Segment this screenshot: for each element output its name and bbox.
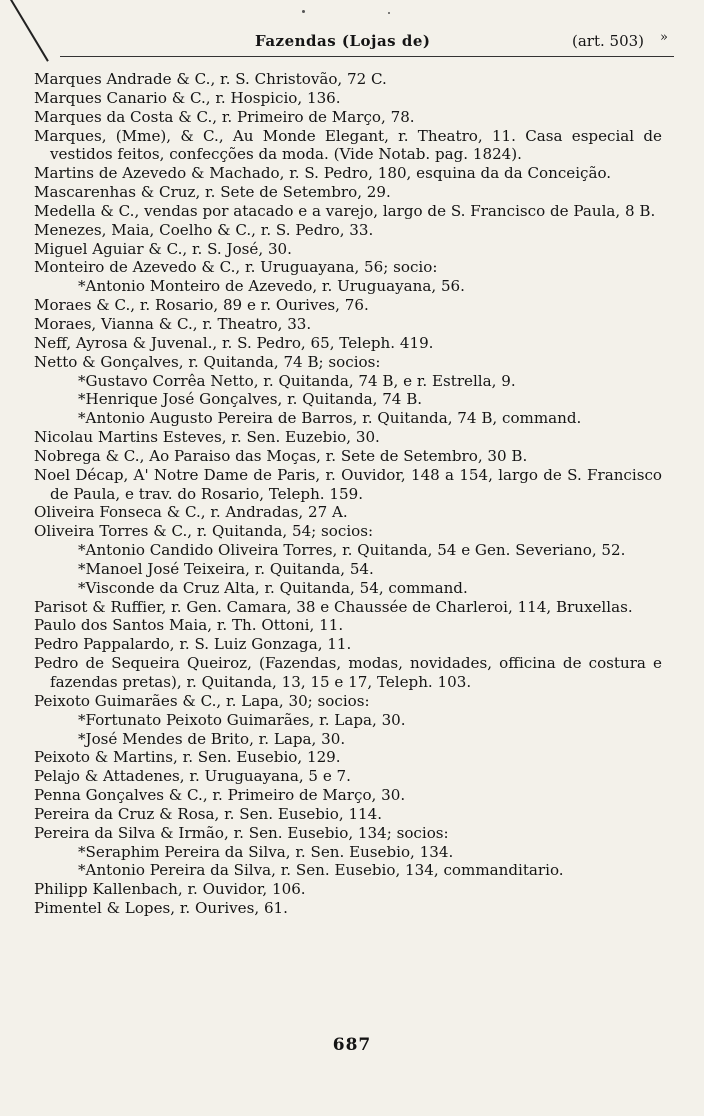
firm-entry: Netto & Gonçalves, r. Quitanda, 74 B; socios: xyxy=(34,352,381,371)
continuation-mark: » xyxy=(660,30,668,45)
firm-entry: Philipp Kallenbach, r. Ouvidor, 106. xyxy=(34,880,306,899)
ink-speck xyxy=(388,12,390,14)
firm-entry: Monteiro de Azevedo & C., r. Uruguayana, 56; socio: xyxy=(34,258,438,277)
partner-entry: *Fortunato Peixoto Guimarães, r. Lapa, 30. xyxy=(78,710,406,729)
firm-entry: Pimentel & Lopes, r. Ourives, 61. xyxy=(34,899,288,918)
firm-entry: Peixoto & Martins, r. Sen. Eusebio, 129. xyxy=(34,748,341,767)
firm-entry: Nicolau Martins Esteves, r. Sen. Euzebio, 30. xyxy=(34,428,380,447)
partner-entry: *Antonio Pereira da Silva, r. Sen. Eusebio, 134, commanditario. xyxy=(78,861,564,880)
article-reference: (art. 503) xyxy=(572,32,645,50)
firm-entry: Nobrega & C., Ao Paraiso das Moças, r. Sete de Setembro, 30 B. xyxy=(34,446,528,465)
corner-rule xyxy=(10,0,49,62)
firm-entry: Marques Canario & C., r. Hospicio, 136. xyxy=(34,88,341,107)
firm-entry: Pereira da Cruz & Rosa, r. Sen. Eusebio, 114. xyxy=(34,804,383,823)
firm-entry: Menezes, Maia, Coelho & C., r. S. Pedro, 33. xyxy=(34,220,374,239)
firm-entry: Pelajo & Attadenes, r. Uruguayana, 5 e 7. xyxy=(34,767,351,786)
firm-entry: Mascarenhas & Cruz, r. Sete de Setembro, 29. xyxy=(34,183,391,202)
directory-entries xyxy=(34,70,662,918)
partner-entry: *José Mendes de Brito, r. Lapa, 30. xyxy=(78,729,346,748)
firm-entry: Peixoto Guimarães & C., r. Lapa, 30; socios: xyxy=(34,691,370,710)
firm-entry: Moraes, Vianna & C., r. Theatro, 33. xyxy=(34,314,312,333)
partner-entry: *Antonio Monteiro de Azevedo, r. Uruguayana, 56. xyxy=(78,277,465,296)
header-rule xyxy=(60,56,674,57)
firm-entry: Oliveira Fonseca & C., r. Andradas, 27 A. xyxy=(34,503,348,522)
partner-entry: *Visconde da Cruz Alta, r. Quitanda, 54, command. xyxy=(78,578,468,597)
firm-entry: Paulo dos Santos Maia, r. Th. Ottoni, 11. xyxy=(34,616,344,635)
section-title: Fazendas (Lojas de) xyxy=(255,32,431,50)
partner-entry: *Henrique José Gonçalves, r. Quitanda, 74 B. xyxy=(78,390,423,409)
firm-entry: Pedro de Sequeira Queiroz, (Fazendas, modas, novidades, officina de costura e fazendas pretas), r. Quitanda, 13, 15 e 17, Teleph. 103. xyxy=(34,654,662,691)
page-number: 687 xyxy=(332,1035,372,1055)
firm-entry: Pereira da Silva & Irmão, r. Sen. Eusebio, 134; socios: xyxy=(34,823,449,842)
partner-entry: *Seraphim Pereira da Silva, r. Sen. Eusebio, 134. xyxy=(78,842,454,861)
firm-entry: Medella & C., vendas por atacado e a varejo, largo de S. Francisco de Paula, 8 B. xyxy=(34,201,656,220)
firm-entry: Oliveira Torres & C., r. Quitanda, 54; socios: xyxy=(34,522,374,541)
partner-entry: *Antonio Augusto Pereira de Barros, r. Quitanda, 74 B, command. xyxy=(78,409,582,428)
firm-entry: Pedro Pappalardo, r. S. Luiz Gonzaga, 11. xyxy=(34,635,352,654)
firm-entry: Noel Décap, A' Notre Dame de Paris, r. Ouvidor, 148 a 154, largo de S. Francisco de Paula, e trav. do Rosario, Teleph. 159. xyxy=(34,465,662,503)
partner-entry: *Antonio Candido Oliveira Torres, r. Quitanda, 54 e Gen. Severiano, 52. xyxy=(78,541,626,560)
firm-entry: Marques da Costa & C., r. Primeiro de Março, 78. xyxy=(34,107,415,126)
ink-speck xyxy=(302,10,305,13)
firm-entry: Martins de Azevedo & Machado, r. S. Pedro, 180, esquina da da Conceição. xyxy=(34,164,612,183)
partner-entry: *Gustavo Corrêa Netto, r. Quitanda, 74 B, e r. Estrella, 9. xyxy=(78,371,516,390)
firm-entry: Marques Andrade & C., r. S. Christovão, 72 C. xyxy=(34,70,387,88)
firm-entry: Miguel Aguiar & C., r. S. José, 30. xyxy=(34,239,292,258)
firm-entry: Penna Gonçalves & C., r. Primeiro de Março, 30. xyxy=(34,786,406,805)
running-head xyxy=(60,30,674,54)
firm-entry: Marques, (Mme), & C., Au Monde Elegant, r. Theatro, 11. Casa especial de vestidos feitos, confecções da moda. (Vide Notab. pag. 1824). xyxy=(34,126,662,164)
firm-entry: Parisot & Ruffier, r. Gen. Camara, 38 e Chaussée de Charleroi, 114, Bruxellas. xyxy=(34,597,633,616)
firm-entry: Moraes & C., r. Rosario, 89 e r. Ourives, 76. xyxy=(34,296,369,315)
partner-entry: *Manoel José Teixeira, r. Quitanda, 54. xyxy=(78,559,374,578)
firm-entry: Neff, Ayrosa & Juvenal., r. S. Pedro, 65, Teleph. 419. xyxy=(34,333,434,352)
